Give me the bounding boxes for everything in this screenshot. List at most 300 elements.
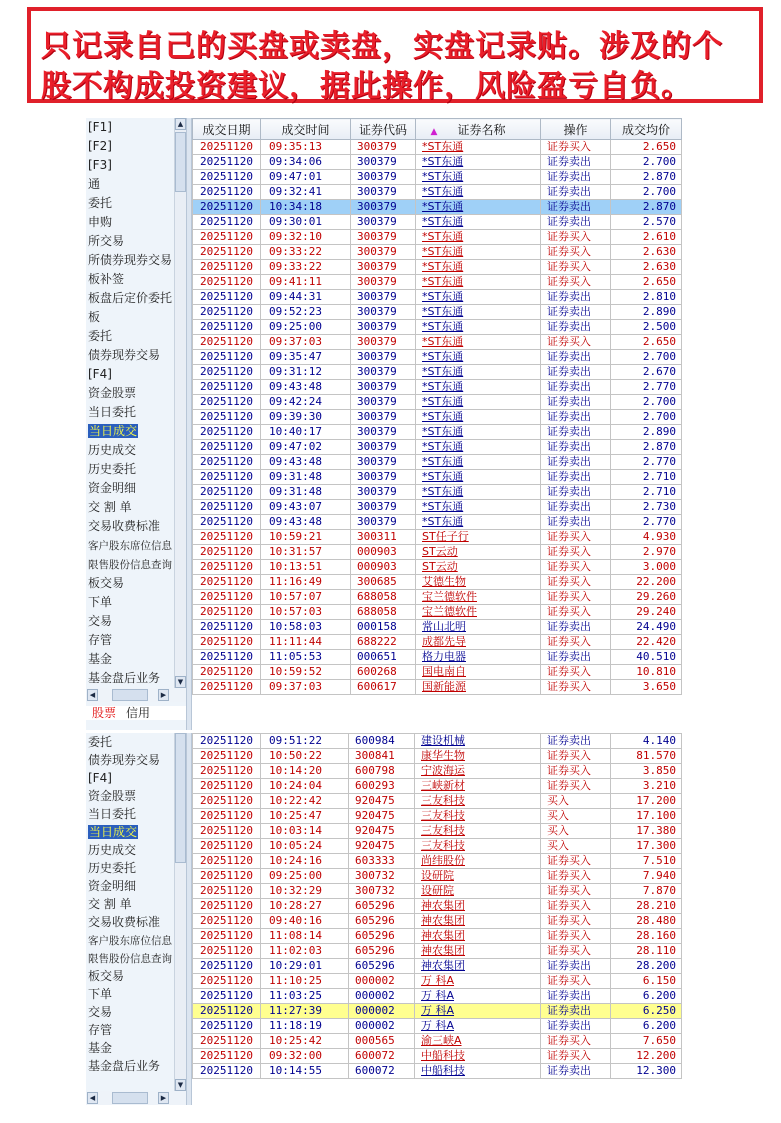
- cell-op: 证券买入: [541, 635, 611, 650]
- cell-name[interactable]: 中船科技: [415, 1049, 541, 1064]
- cell-name[interactable]: 三友科技: [415, 794, 541, 809]
- cell-name[interactable]: 神农集团: [415, 929, 541, 944]
- cell-price: 4.930: [611, 530, 682, 545]
- sidebar-item-label: 资金股票: [88, 386, 137, 400]
- cell-code: 300379: [351, 260, 416, 275]
- cell-name[interactable]: *ST东通: [416, 350, 541, 365]
- cell-date: 20251120: [193, 140, 261, 155]
- cell-name[interactable]: *ST东通: [416, 215, 541, 230]
- cell-name[interactable]: 万 科A: [415, 974, 541, 989]
- table-row[interactable]: [193, 605, 682, 620]
- sidebar-item[interactable]: [86, 479, 174, 498]
- cell-name[interactable]: 神农集团: [415, 899, 541, 914]
- cell-name[interactable]: 万 科A: [415, 1004, 541, 1019]
- sidebar-item[interactable]: [86, 270, 174, 289]
- cell-time: 10:03:14: [261, 824, 349, 839]
- sidebar-item[interactable]: [86, 823, 174, 841]
- cell-price: 2.710: [611, 485, 682, 500]
- cell-date: 20251120: [193, 1034, 261, 1049]
- sidebar-horizontal-scrollbar[interactable]: [86, 688, 186, 702]
- cell-date: 20251120: [193, 380, 261, 395]
- cell-name[interactable]: *ST东通: [416, 305, 541, 320]
- sidebar-item[interactable]: [86, 1039, 174, 1057]
- sidebar-horizontal-scrollbar[interactable]: [86, 1091, 186, 1105]
- sidebar-item-label: 通: [88, 177, 101, 191]
- cell-name[interactable]: ST云动: [416, 560, 541, 575]
- table-row[interactable]: [193, 200, 682, 215]
- cell-price: 28.200: [611, 959, 682, 974]
- table-row[interactable]: [193, 749, 682, 764]
- col-trade-date[interactable]: 成交日期: [193, 119, 261, 140]
- sidebar-item[interactable]: [86, 175, 174, 194]
- cell-price: 29.240: [611, 605, 682, 620]
- scroll-down-icon[interactable]: ▼: [175, 1079, 186, 1091]
- cell-name[interactable]: 宝兰德软件: [416, 590, 541, 605]
- cell-date: 20251120: [193, 590, 261, 605]
- scrollbar-thumb[interactable]: [175, 733, 186, 863]
- cell-name[interactable]: *ST东通: [416, 380, 541, 395]
- cell-name[interactable]: 神农集团: [415, 914, 541, 929]
- sidebar-item-label: 历史成交: [88, 443, 137, 457]
- sidebar-item[interactable]: [86, 895, 174, 913]
- sidebar-item[interactable]: [86, 985, 174, 1003]
- cell-name[interactable]: 艾德生物: [416, 575, 541, 590]
- sidebar-item-label: 交 割 单: [88, 500, 132, 514]
- cell-code: 920475: [349, 794, 415, 809]
- sidebar-item-label: 历史成交: [88, 843, 137, 857]
- tab-credit[interactable]: 信用: [126, 706, 151, 720]
- cell-op: 证券买入: [541, 974, 611, 989]
- cell-name[interactable]: *ST东通: [416, 395, 541, 410]
- sidebar-item[interactable]: [86, 289, 174, 308]
- cell-date: 20251120: [193, 200, 261, 215]
- scroll-left-icon[interactable]: ◀: [87, 689, 98, 701]
- cell-name[interactable]: 设研院: [415, 869, 541, 884]
- table-row[interactable]: [193, 365, 682, 380]
- cell-name[interactable]: 格力电器: [416, 650, 541, 665]
- scrollbar-thumb[interactable]: [112, 689, 148, 701]
- sidebar-item[interactable]: [86, 631, 174, 650]
- sidebar-item[interactable]: [86, 536, 174, 555]
- sidebar-vertical-scrollbar[interactable]: [174, 118, 186, 688]
- cell-price: 22.200: [611, 575, 682, 590]
- sidebar-item[interactable]: [86, 441, 174, 460]
- table-row[interactable]: [193, 575, 682, 590]
- sidebar-item-label: 当日委托: [88, 405, 137, 419]
- table-row[interactable]: [193, 500, 682, 515]
- scrollbar-thumb[interactable]: [112, 1092, 148, 1104]
- cell-price: 2.770: [611, 515, 682, 530]
- sidebar-item-label: 板交易: [88, 969, 125, 983]
- cell-name[interactable]: 三友科技: [415, 824, 541, 839]
- cell-code: 300379: [351, 455, 416, 470]
- table-row[interactable]: [193, 650, 682, 665]
- table-row[interactable]: [193, 185, 682, 200]
- cell-time: 10:57:03: [261, 605, 351, 620]
- sidebar-item[interactable]: [86, 156, 174, 175]
- cell-op: 证券卖出: [541, 380, 611, 395]
- table-row[interactable]: [193, 455, 682, 470]
- cell-time: 09:51:22: [261, 734, 349, 749]
- cell-name[interactable]: *ST东通: [416, 140, 541, 155]
- cell-price: 2.650: [611, 335, 682, 350]
- cell-date: 20251120: [193, 749, 261, 764]
- sidebar-item[interactable]: [86, 751, 174, 769]
- cell-date: 20251120: [193, 395, 261, 410]
- cell-name[interactable]: *ST东通: [416, 320, 541, 335]
- cell-date: 20251120: [193, 680, 261, 695]
- table-row[interactable]: [193, 869, 682, 884]
- table-row[interactable]: [193, 515, 682, 530]
- sidebar-vertical-scrollbar[interactable]: [174, 733, 186, 1091]
- cell-name[interactable]: *ST东通: [416, 455, 541, 470]
- cell-name[interactable]: *ST东通: [416, 200, 541, 215]
- cell-time: 10:31:57: [261, 545, 351, 560]
- table-row[interactable]: [193, 170, 682, 185]
- sidebar-item-label: 委托: [88, 329, 113, 343]
- cell-time: 10:59:21: [261, 530, 351, 545]
- col-trade-time[interactable]: 成交时间: [261, 119, 351, 140]
- cell-op: 证券买入: [541, 545, 611, 560]
- cell-name[interactable]: *ST东通: [416, 515, 541, 530]
- sidebar-item[interactable]: [86, 498, 174, 517]
- table-row[interactable]: [193, 305, 682, 320]
- sidebar-item-label: 基金: [88, 652, 113, 666]
- cell-name[interactable]: *ST东通: [416, 365, 541, 380]
- cell-name[interactable]: 宁波海运: [415, 764, 541, 779]
- cell-time: 09:43:48: [261, 515, 351, 530]
- table-row[interactable]: [193, 914, 682, 929]
- sidebar-item[interactable]: [86, 733, 174, 751]
- cell-name[interactable]: *ST东通: [416, 485, 541, 500]
- table-row[interactable]: [193, 1019, 682, 1034]
- table-row[interactable]: [193, 1004, 682, 1019]
- cell-time: 09:33:22: [261, 245, 351, 260]
- table-header: [193, 119, 682, 140]
- cell-name[interactable]: ST云动: [416, 545, 541, 560]
- sidebar-item[interactable]: [86, 841, 174, 859]
- sidebar-item[interactable]: [86, 787, 174, 805]
- cell-op: 证券买入: [541, 575, 611, 590]
- col-security-name[interactable]: [416, 119, 541, 140]
- table-row[interactable]: [193, 350, 682, 365]
- cell-op: 证券买入: [541, 680, 611, 695]
- scroll-left-icon[interactable]: ◀: [87, 1092, 98, 1104]
- table-row[interactable]: [193, 944, 682, 959]
- cell-price: 29.260: [611, 590, 682, 605]
- table-row[interactable]: [193, 959, 682, 974]
- table-row[interactable]: [193, 155, 682, 170]
- cell-price: 17.300: [611, 839, 682, 854]
- cell-name[interactable]: 宝兰德软件: [416, 605, 541, 620]
- table-row[interactable]: [193, 764, 682, 779]
- sidebar-item[interactable]: [86, 346, 174, 365]
- cell-price: 2.890: [611, 305, 682, 320]
- table-row[interactable]: [193, 410, 682, 425]
- table-row[interactable]: [193, 899, 682, 914]
- col-avg-price[interactable]: 成交均价: [611, 119, 682, 140]
- sidebar-item[interactable]: [86, 1021, 174, 1039]
- cell-name[interactable]: 成都先导: [416, 635, 541, 650]
- cell-price: 2.610: [611, 230, 682, 245]
- table-row[interactable]: [193, 1034, 682, 1049]
- cell-code: 600293: [349, 779, 415, 794]
- sidebar-item-label: [F2]: [88, 139, 112, 153]
- sidebar-item[interactable]: [86, 384, 174, 403]
- table-row[interactable]: [193, 680, 682, 695]
- table-row[interactable]: [193, 395, 682, 410]
- sidebar-item-label: 所交易: [88, 234, 125, 248]
- cell-date: 20251120: [193, 794, 261, 809]
- cell-name[interactable]: *ST东通: [416, 290, 541, 305]
- cell-date: 20251120: [193, 884, 261, 899]
- sidebar-item-label: 存管: [88, 633, 113, 647]
- table-row[interactable]: [193, 140, 682, 155]
- cell-name[interactable]: 万 科A: [415, 989, 541, 1004]
- cell-date: 20251120: [193, 665, 261, 680]
- cell-name[interactable]: *ST东通: [416, 440, 541, 455]
- cell-date: 20251120: [193, 320, 261, 335]
- sidebar-item[interactable]: [86, 118, 174, 137]
- table-row[interactable]: [193, 884, 682, 899]
- cell-op: 买入: [541, 809, 611, 824]
- sidebar-item[interactable]: [86, 137, 174, 156]
- scroll-right-icon[interactable]: ▶: [158, 689, 169, 701]
- cell-name[interactable]: *ST东通: [416, 185, 541, 200]
- cell-name[interactable]: 三峡新材: [415, 779, 541, 794]
- table-row[interactable]: [193, 620, 682, 635]
- sidebar-item-label: 所债券现券交易: [88, 253, 173, 267]
- sidebar-item[interactable]: [86, 517, 174, 536]
- cell-time: 09:39:30: [261, 410, 351, 425]
- table-row[interactable]: [193, 929, 682, 944]
- cell-name[interactable]: 神农集团: [415, 959, 541, 974]
- cell-name[interactable]: *ST东通: [416, 470, 541, 485]
- cell-name[interactable]: *ST东通: [416, 410, 541, 425]
- cell-code: 300379: [351, 320, 416, 335]
- sidebar-item-label: 委托: [88, 196, 113, 210]
- cell-code: 300379: [351, 440, 416, 455]
- table-row[interactable]: [193, 1049, 682, 1064]
- cell-op: 证券卖出: [541, 155, 611, 170]
- sidebar-item[interactable]: [86, 365, 174, 384]
- cell-time: 11:03:25: [261, 989, 349, 1004]
- cell-op: 证券买入: [541, 1034, 611, 1049]
- table-row[interactable]: [193, 590, 682, 605]
- sidebar-item[interactable]: [86, 308, 174, 327]
- sidebar-item[interactable]: [86, 555, 174, 574]
- cell-price: 3.650: [611, 680, 682, 695]
- cell-time: 10:58:03: [261, 620, 351, 635]
- sidebar-item[interactable]: [86, 877, 174, 895]
- table-row[interactable]: [193, 425, 682, 440]
- cell-date: 20251120: [193, 530, 261, 545]
- cell-name[interactable]: 尚纬股份: [415, 854, 541, 869]
- cell-price: 2.870: [611, 170, 682, 185]
- cell-name[interactable]: 万 科A: [415, 1019, 541, 1034]
- sidebar-item[interactable]: [86, 650, 174, 669]
- cell-op: 证券卖出: [541, 320, 611, 335]
- cell-time: 10:29:01: [261, 959, 349, 974]
- table-row[interactable]: [193, 245, 682, 260]
- sidebar-item[interactable]: [86, 460, 174, 479]
- sidebar-item[interactable]: [86, 194, 174, 213]
- table-row[interactable]: [193, 734, 682, 749]
- table-row[interactable]: [193, 275, 682, 290]
- sidebar-item-label: 当日委托: [88, 807, 137, 821]
- cell-name[interactable]: *ST东通: [416, 245, 541, 260]
- cell-date: 20251120: [193, 809, 261, 824]
- sidebar-item[interactable]: [86, 213, 174, 232]
- scroll-right-icon[interactable]: ▶: [158, 1092, 169, 1104]
- sidebar-item[interactable]: [86, 949, 174, 967]
- cell-name[interactable]: *ST东通: [416, 275, 541, 290]
- cell-price: 6.250: [611, 1004, 682, 1019]
- sidebar-item[interactable]: [86, 769, 174, 787]
- sidebar-item[interactable]: [86, 612, 174, 631]
- table-row[interactable]: [193, 260, 682, 275]
- table-row[interactable]: [193, 839, 682, 854]
- cell-name[interactable]: *ST东通: [416, 155, 541, 170]
- cell-price: 2.870: [611, 200, 682, 215]
- table-row[interactable]: [193, 779, 682, 794]
- sidebar-item[interactable]: [86, 805, 174, 823]
- cell-date: 20251120: [193, 275, 261, 290]
- cell-date: 20251120: [193, 470, 261, 485]
- sidebar-item[interactable]: [86, 251, 174, 270]
- table-row[interactable]: [193, 854, 682, 869]
- cell-time: 09:31:48: [261, 485, 351, 500]
- scrollbar-thumb[interactable]: [175, 132, 186, 192]
- table-row[interactable]: [193, 440, 682, 455]
- table-row[interactable]: [193, 1064, 682, 1079]
- cell-name[interactable]: *ST东通: [416, 260, 541, 275]
- table-row[interactable]: [193, 530, 682, 545]
- account-tabs: [86, 706, 186, 720]
- cell-price: 2.650: [611, 275, 682, 290]
- cell-name[interactable]: ST任子行: [416, 530, 541, 545]
- cell-name[interactable]: 三友科技: [415, 809, 541, 824]
- sidebar-item[interactable]: [86, 327, 174, 346]
- sidebar-item-label: 当日成交: [89, 424, 138, 438]
- sidebar-item[interactable]: [86, 1003, 174, 1021]
- sidebar-item[interactable]: [86, 574, 174, 593]
- tab-stock[interactable]: 股票: [92, 706, 117, 720]
- sidebar-item[interactable]: [86, 859, 174, 877]
- cell-name[interactable]: 国电南自: [416, 665, 541, 680]
- cell-name[interactable]: 中船科技: [415, 1064, 541, 1079]
- cell-code: 000002: [349, 1004, 415, 1019]
- table-row[interactable]: [193, 215, 682, 230]
- table-row[interactable]: [193, 824, 682, 839]
- sidebar-item-label: 债券现券交易: [88, 753, 161, 767]
- cell-date: 20251120: [193, 620, 261, 635]
- table-row[interactable]: [193, 809, 682, 824]
- cell-name[interactable]: 常山北明: [416, 620, 541, 635]
- cell-name[interactable]: *ST东通: [416, 230, 541, 245]
- table-row[interactable]: [193, 290, 682, 305]
- scroll-up-icon[interactable]: ▲: [175, 118, 186, 130]
- cell-name[interactable]: 三友科技: [415, 839, 541, 854]
- table-row[interactable]: [193, 560, 682, 575]
- table-row[interactable]: [193, 794, 682, 809]
- sidebar-item[interactable]: [86, 232, 174, 251]
- table-row[interactable]: [193, 230, 682, 245]
- cell-date: 20251120: [193, 914, 261, 929]
- cell-op: 证券卖出: [541, 365, 611, 380]
- col-security-name-label: 证券名称: [457, 122, 506, 137]
- cell-price: 2.500: [611, 320, 682, 335]
- cell-price: 22.420: [611, 635, 682, 650]
- sidebar-item[interactable]: [86, 931, 174, 949]
- table-row[interactable]: [193, 665, 682, 680]
- cell-name[interactable]: *ST东通: [416, 170, 541, 185]
- cell-code: 300379: [351, 140, 416, 155]
- cell-time: 10:22:42: [261, 794, 349, 809]
- cell-name[interactable]: *ST东通: [416, 335, 541, 350]
- cell-code: 300379: [351, 365, 416, 380]
- cell-time: 10:32:29: [261, 884, 349, 899]
- cell-code: 000903: [351, 545, 416, 560]
- cell-op: 证券买入: [541, 854, 611, 869]
- table-row[interactable]: [193, 485, 682, 500]
- cell-time: 09:35:47: [261, 350, 351, 365]
- cell-code: 600984: [349, 734, 415, 749]
- sidebar-item-label: 客户股东席位信息: [88, 540, 172, 552]
- cell-name[interactable]: 设研院: [415, 884, 541, 899]
- cell-time: 10:14:55: [261, 1064, 349, 1079]
- cell-op: 证券买入: [541, 764, 611, 779]
- scroll-down-icon[interactable]: ▼: [175, 676, 186, 688]
- cell-code: 605296: [349, 929, 415, 944]
- cell-time: 10:40:17: [261, 425, 351, 440]
- cell-time: 09:43:48: [261, 455, 351, 470]
- cell-op: 买入: [541, 824, 611, 839]
- cell-name[interactable]: 建设机械: [415, 734, 541, 749]
- table-row[interactable]: [193, 635, 682, 650]
- sidebar-item[interactable]: [86, 593, 174, 612]
- cell-price: 2.730: [611, 500, 682, 515]
- sidebar-item[interactable]: [86, 913, 174, 931]
- cell-code: 300732: [349, 884, 415, 899]
- table-row[interactable]: [193, 470, 682, 485]
- sidebar-item[interactable]: [86, 669, 174, 688]
- cell-name[interactable]: *ST东通: [416, 425, 541, 440]
- table-row[interactable]: [193, 974, 682, 989]
- sidebar-item[interactable]: [86, 403, 174, 422]
- table-row[interactable]: [193, 320, 682, 335]
- cell-op: 证券买入: [541, 605, 611, 620]
- cell-name[interactable]: 国新能源: [416, 680, 541, 695]
- cell-name[interactable]: *ST东通: [416, 500, 541, 515]
- sidebar-item[interactable]: [86, 967, 174, 985]
- table-row[interactable]: [193, 989, 682, 1004]
- col-security-code[interactable]: 证券代码: [351, 119, 416, 140]
- cell-op: 证券卖出: [541, 1019, 611, 1034]
- sidebar-item[interactable]: [86, 422, 174, 441]
- cell-date: 20251120: [193, 365, 261, 380]
- table-row[interactable]: [193, 380, 682, 395]
- cell-time: 09:43:07: [261, 500, 351, 515]
- col-operation[interactable]: 操作: [541, 119, 611, 140]
- sidebar-item[interactable]: [86, 1057, 174, 1075]
- table-row[interactable]: [193, 335, 682, 350]
- cell-time: 09:42:24: [261, 395, 351, 410]
- cell-name[interactable]: 渝三峡A: [415, 1034, 541, 1049]
- cell-name[interactable]: 康华生物: [415, 749, 541, 764]
- cell-name[interactable]: 神农集团: [415, 944, 541, 959]
- table-row[interactable]: [193, 545, 682, 560]
